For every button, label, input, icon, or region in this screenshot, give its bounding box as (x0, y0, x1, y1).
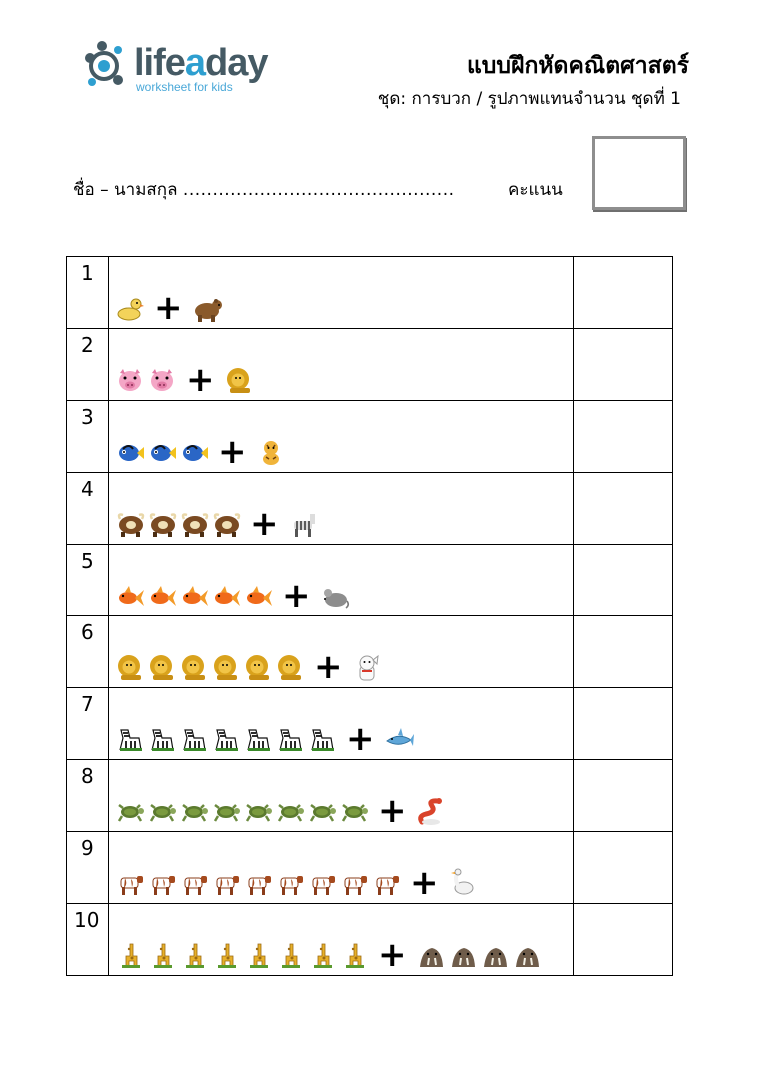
molecule-icon (82, 40, 132, 90)
plus-sign: + (410, 863, 439, 904)
turtle-icon (115, 796, 145, 826)
plus-sign: + (378, 935, 407, 976)
question-table (66, 256, 673, 976)
question-cell (109, 257, 574, 329)
question-number: 8 (81, 764, 94, 789)
yak-icon (115, 509, 145, 539)
giraffe-icon (115, 940, 145, 970)
question-number: 1 (81, 261, 94, 285)
question-number: 6 (81, 620, 94, 645)
lion-icon (275, 652, 305, 682)
turtle-icon (307, 796, 337, 826)
cow-icon (147, 868, 177, 898)
goldfish-icon (211, 581, 241, 611)
picture-equation (115, 431, 288, 472)
yak-icon (211, 509, 241, 539)
question-number: 10 (74, 908, 100, 933)
plus-sign: + (154, 288, 183, 328)
goldfish-icon (115, 581, 145, 611)
answer-cell[interactable] (574, 257, 673, 329)
shark-icon (384, 724, 414, 754)
picture-equation (115, 719, 416, 760)
pig-icon (147, 365, 177, 395)
question-number-cell (67, 760, 109, 832)
turtle-icon (275, 796, 305, 826)
goldfish-icon (243, 581, 273, 611)
giraffe-icon (243, 940, 273, 970)
picture-equation (115, 935, 544, 976)
answer-cell[interactable] (574, 832, 673, 904)
logo (82, 40, 272, 96)
walrus-icon (480, 940, 510, 970)
cow-icon (371, 868, 401, 898)
question-row (67, 472, 673, 544)
goose-icon (448, 868, 478, 898)
question-row (67, 616, 673, 688)
question-number: 5 (81, 548, 94, 573)
zebra-icon (275, 724, 305, 754)
mouse-icon (320, 581, 350, 611)
question-row (67, 688, 673, 760)
question-row (67, 400, 673, 472)
answer-cell[interactable] (574, 328, 673, 400)
picture-equation (115, 359, 256, 400)
plus-sign: + (250, 503, 279, 544)
question-row (67, 832, 673, 904)
question-cell (109, 760, 574, 832)
cow-icon (243, 868, 273, 898)
goldfish-icon (147, 581, 177, 611)
question-cell (109, 688, 574, 760)
score-box[interactable] (592, 136, 686, 210)
picture-equation (115, 791, 448, 832)
name-label: ชื่อ – นามสกุล (73, 180, 178, 200)
question-cell (109, 904, 574, 976)
giraffe-icon (307, 940, 337, 970)
question-row (67, 257, 673, 329)
lion-icon (224, 365, 254, 395)
plus-sign: + (282, 575, 311, 616)
question-cell (109, 328, 574, 400)
picture-equation (115, 863, 480, 904)
lion-icon (115, 652, 145, 682)
duck-icon (115, 293, 145, 323)
cow-icon (307, 868, 337, 898)
cow-icon (275, 868, 305, 898)
question-number: 3 (81, 404, 94, 429)
zebra-icon (211, 724, 241, 754)
answer-cell[interactable] (574, 616, 673, 688)
giraffe-icon (179, 940, 209, 970)
answer-cell[interactable] (574, 544, 673, 616)
lion-icon (243, 652, 273, 682)
question-cell (109, 400, 574, 472)
plus-sign: + (314, 647, 343, 688)
cow-icon (339, 868, 369, 898)
walrus-icon (512, 940, 542, 970)
yak-icon (147, 509, 177, 539)
question-number-cell (67, 257, 109, 329)
zebra-icon (115, 724, 145, 754)
zebra-icon (179, 724, 209, 754)
picture-equation (115, 575, 352, 616)
cow-icon (179, 868, 209, 898)
picture-equation (115, 647, 384, 688)
score-label: คะแนน (508, 180, 563, 200)
plus-sign: + (186, 359, 215, 400)
giraffe-icon (211, 940, 241, 970)
question-number-cell (67, 472, 109, 544)
turtle-icon (147, 796, 177, 826)
picture-equation (115, 503, 320, 544)
question-number: 7 (81, 692, 94, 717)
pig-icon (115, 365, 145, 395)
worksheet-subtitle: ชุด: การบวก / รูปภาพแทนจำนวน ชุดที่ 1 (377, 89, 681, 109)
question-number-cell (67, 688, 109, 760)
lion-icon (179, 652, 209, 682)
question-number: 9 (81, 836, 94, 861)
question-row (67, 328, 673, 400)
turtle-icon (339, 796, 369, 826)
blue-fish-icon (179, 437, 209, 467)
yak-icon (179, 509, 209, 539)
blue-fish-icon (147, 437, 177, 467)
question-number-cell (67, 544, 109, 616)
walrus-icon (416, 940, 446, 970)
lion-icon (211, 652, 241, 682)
question-row (67, 760, 673, 832)
giraffe-icon (339, 940, 369, 970)
question-cell (109, 616, 574, 688)
logo-wordmark: lifeaday (134, 42, 268, 84)
answer-cell[interactable] (574, 760, 673, 832)
turtle-icon (211, 796, 241, 826)
question-number: 4 (81, 476, 94, 501)
question-number: 2 (81, 332, 94, 357)
tiger-icon (256, 437, 286, 467)
goldfish-icon (179, 581, 209, 611)
question-number-cell (67, 832, 109, 904)
plus-sign: + (346, 719, 375, 760)
answer-cell[interactable] (574, 904, 673, 976)
zebra-icon (147, 724, 177, 754)
question-number-cell (67, 400, 109, 472)
bear-icon (192, 293, 222, 323)
question-cell (109, 832, 574, 904)
giraffe-icon (147, 940, 177, 970)
lion-icon (147, 652, 177, 682)
worksheet-title: แบบฝึกหัดคณิตศาสตร์ (466, 53, 689, 79)
question-number-cell (67, 904, 109, 976)
walrus-icon (448, 940, 478, 970)
question-number-cell (67, 328, 109, 400)
cow-icon (115, 868, 145, 898)
logo-tagline: worksheet for kids (136, 80, 233, 94)
question-cell (109, 544, 574, 616)
turtle-icon (179, 796, 209, 826)
answer-cell[interactable] (574, 472, 673, 544)
answer-cell[interactable] (574, 688, 673, 760)
question-row (67, 544, 673, 616)
plus-sign: + (378, 791, 407, 832)
name-field[interactable] (73, 179, 455, 201)
snake-icon (416, 796, 446, 826)
question-cell (109, 472, 574, 544)
turtle-icon (243, 796, 273, 826)
giraffe-icon (275, 940, 305, 970)
question-number-cell (67, 616, 109, 688)
question-row (67, 904, 673, 976)
zebra-standing-icon (288, 509, 318, 539)
lucky-cat-icon (352, 652, 382, 682)
blue-fish-icon (115, 437, 145, 467)
zebra-icon (243, 724, 273, 754)
answer-cell[interactable] (574, 400, 673, 472)
picture-equation (115, 288, 224, 328)
name-dotted-line: .............................................. (182, 180, 455, 200)
cow-icon (211, 868, 241, 898)
zebra-icon (307, 724, 337, 754)
plus-sign: + (218, 431, 247, 472)
